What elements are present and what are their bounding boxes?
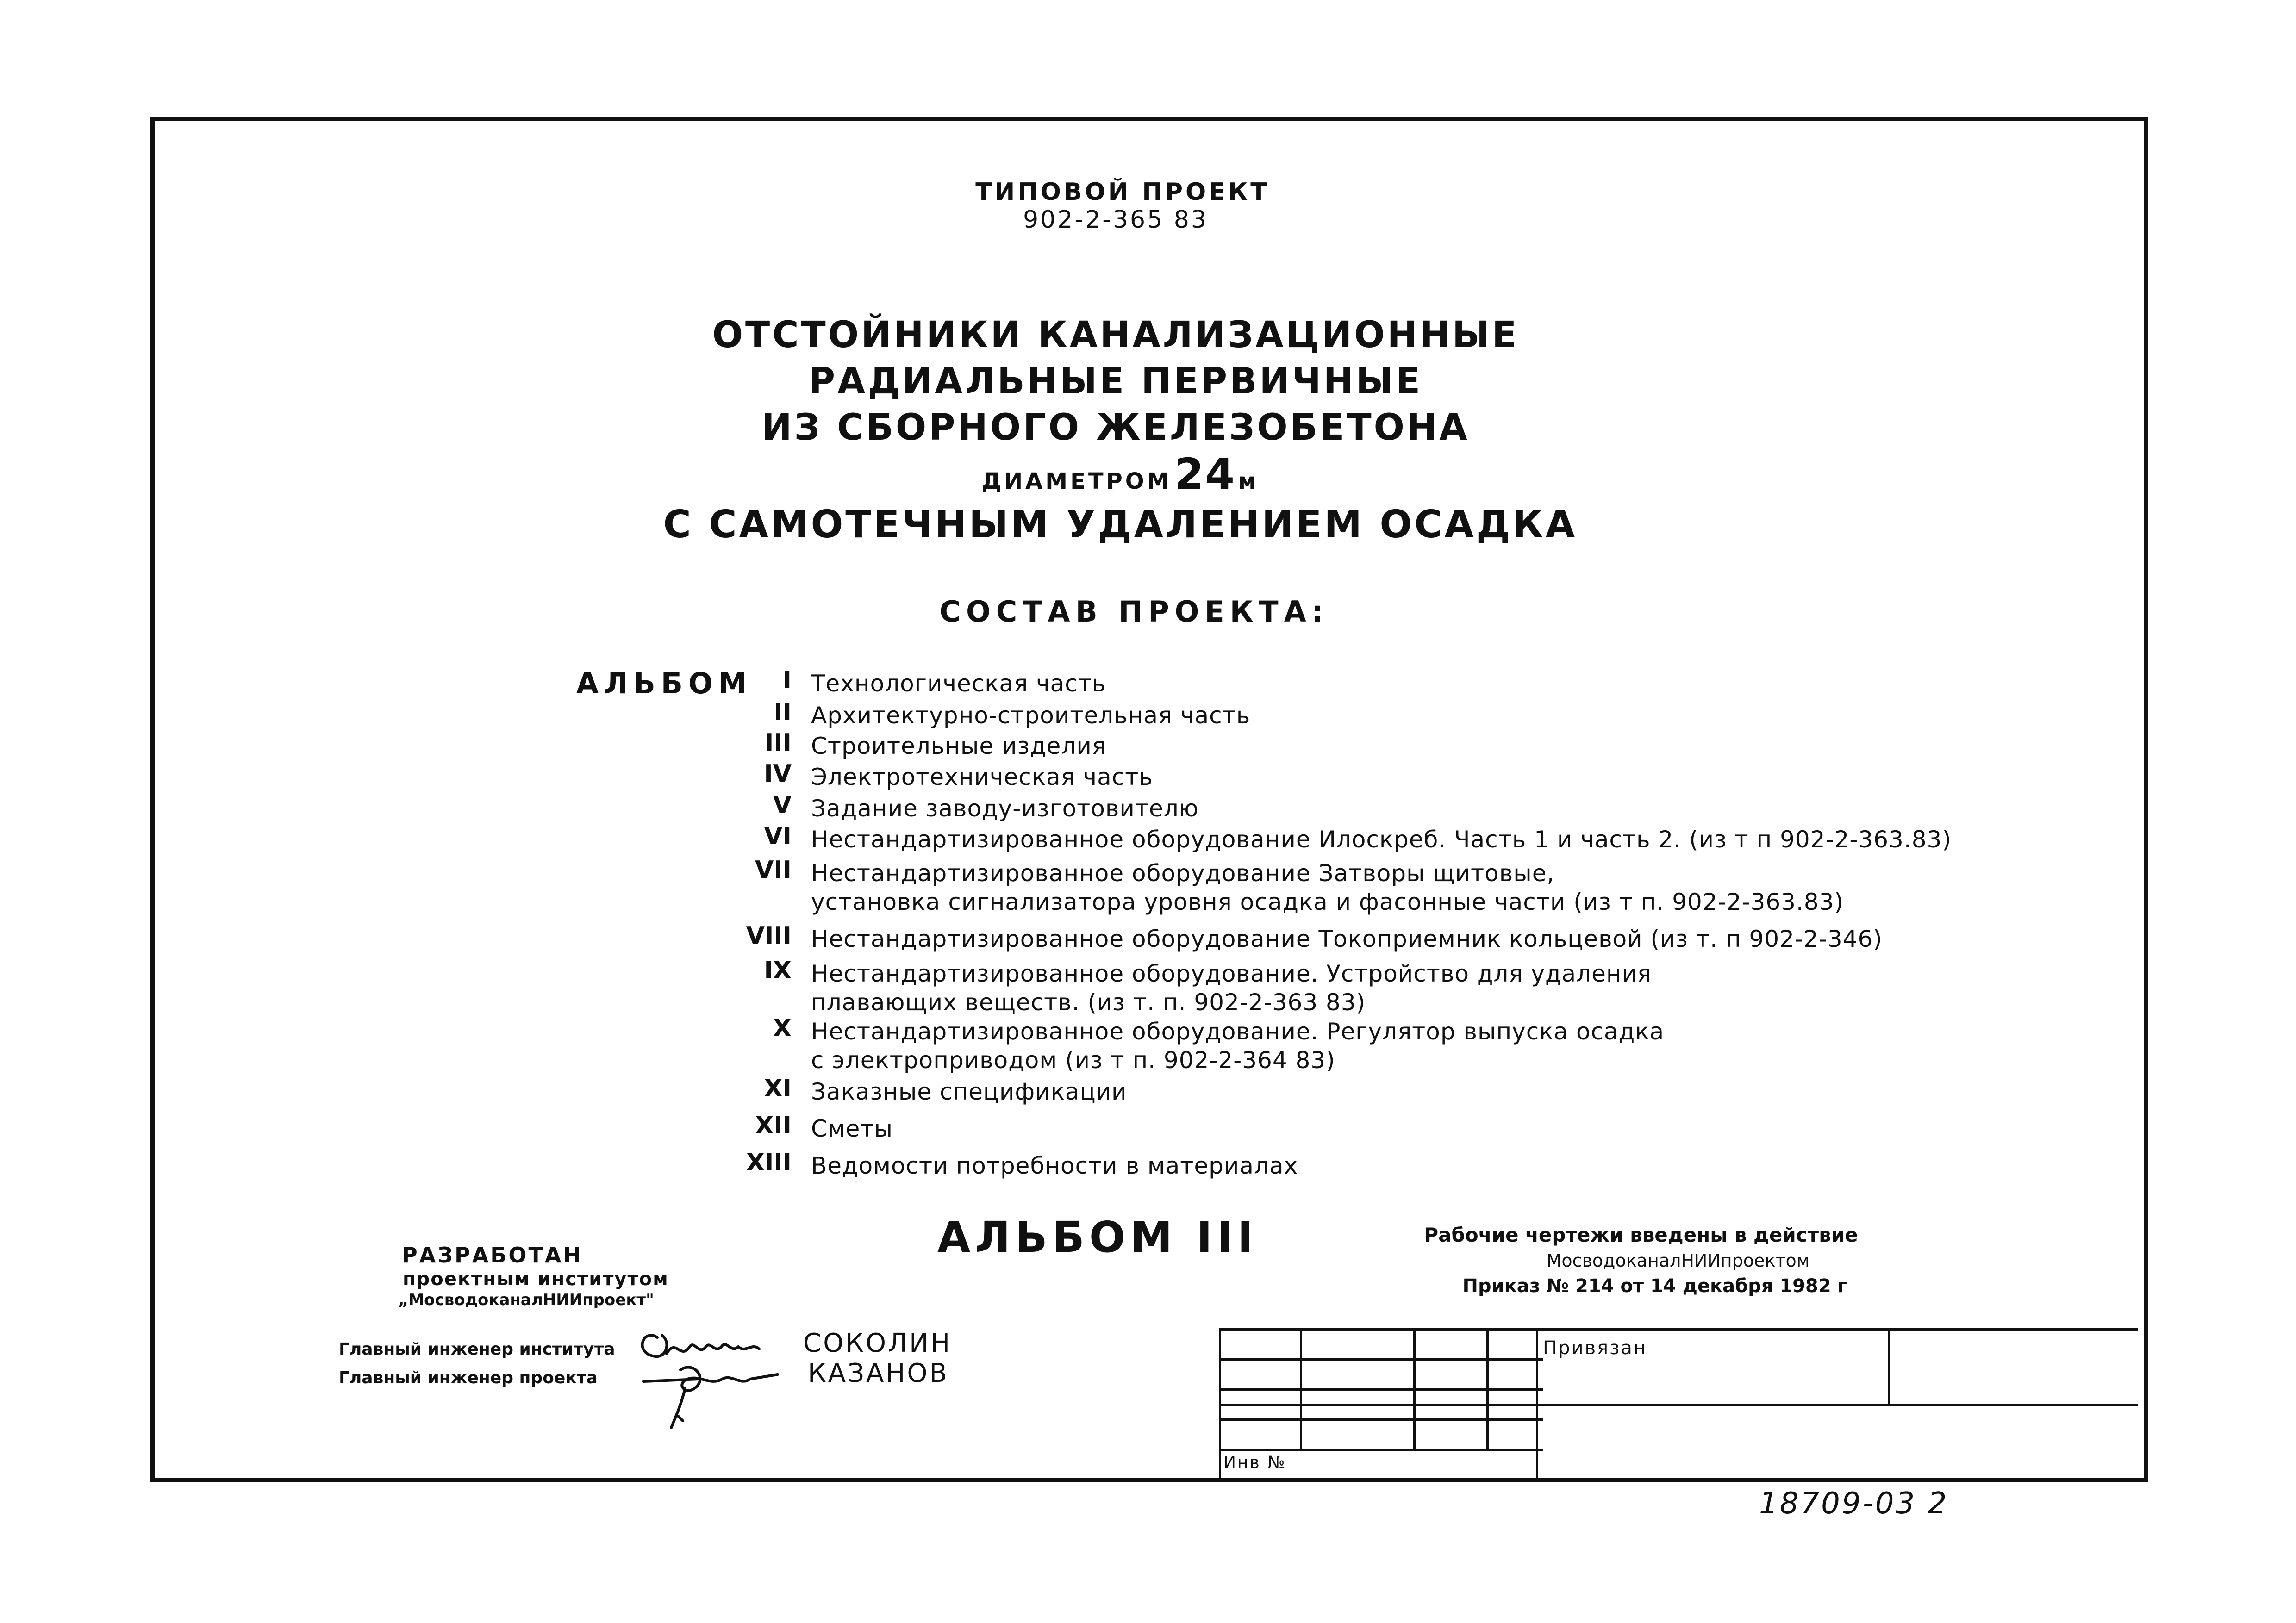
album-title: Электротехническая часть — [811, 764, 1153, 790]
album-number: XIII — [746, 1149, 792, 1176]
header-type-label: ТИПОВОЙ ПРОЕКТ — [975, 178, 1270, 206]
albom-label: АЛЬБОМ — [576, 666, 753, 700]
album-number: I — [782, 666, 792, 694]
album-title: Строительные изделия — [811, 733, 1106, 759]
album-number: V — [773, 791, 792, 819]
developer-heading: РАЗРАБОТАН — [402, 1243, 583, 1268]
role-chief-engineer-institute: Главный инженер института — [339, 1340, 615, 1359]
album-title: установка сигнализатора уровня осадка и фасонные части (из т п. 902-2-363.83) — [811, 889, 1844, 915]
order-line-2: МосводоканалНИИпроектом — [1546, 1250, 1810, 1271]
developer-line-2: „МосводоканалНИИпроект" — [398, 1291, 654, 1309]
title-line-5: С САМОТЕЧНЫМ УДАЛЕНИЕМ ОСАДКА — [663, 503, 1578, 547]
album-title: Архитектурно-строительная часть — [811, 702, 1251, 729]
album-title: Сметы — [811, 1115, 893, 1142]
header-project-number: 902-2-365 83 — [1023, 206, 1208, 234]
stamp-table — [1219, 1328, 2145, 1480]
stamp-inventory-number: Инв № — [1223, 1453, 1286, 1472]
album-number: VII — [755, 856, 792, 884]
album-number: VI — [764, 822, 792, 850]
album-title: Технологическая часть — [811, 670, 1106, 697]
name-sokolin: СОКОЛИН — [803, 1328, 952, 1358]
album-title: Ведомости потребности в материалах — [811, 1152, 1298, 1179]
album-title: Заказные спецификации — [811, 1078, 1127, 1105]
album-number: IV — [764, 760, 792, 788]
album-title: Нестандартизированное оборудование. Устройство для удаления — [811, 960, 1652, 987]
title-line-1: ОТСТОЙНИКИ КАНАЛИЗАЦИОННЫЕ — [712, 314, 1519, 356]
album-number: II — [774, 698, 792, 726]
name-kazanov: КАЗАНОВ — [808, 1358, 949, 1388]
album-title: Нестандартизированное оборудование Токоприемник кольцевой (из т. п 902-2-346) — [811, 926, 1883, 952]
album-number: XII — [755, 1112, 792, 1139]
album-title: плавающих веществ. (из т. п. 902-2-363 83) — [811, 989, 1366, 1016]
album-number: VIII — [746, 922, 792, 950]
album-number: III — [764, 729, 792, 757]
album-title: Нестандартизированное оборудование Илоскреб. Часть 1 и часть 2. (из т п 902-2-363.83) — [811, 826, 1952, 853]
diameter-value: 24 — [1174, 449, 1235, 499]
current-album: АЛЬБОМ III — [937, 1213, 1258, 1262]
album-title: Нестандартизированное оборудование. Регулятор выпуска осадка — [811, 1018, 1665, 1045]
diameter-unit: м — [1238, 468, 1259, 494]
album-number: IX — [764, 957, 792, 984]
title-diameter — [981, 451, 1259, 510]
album-number: XI — [764, 1075, 792, 1102]
role-chief-engineer-project: Главный инженер проекта — [339, 1368, 598, 1387]
document-number: 18709-03 2 — [1759, 1486, 1949, 1521]
order-line-1: Рабочие чертежи введены в действие — [1424, 1224, 1858, 1246]
order-line-3: Приказ № 214 от 14 декабря 1982 г — [1462, 1275, 1847, 1297]
stamp-privyazan: Привязан — [1543, 1337, 1647, 1359]
album-title: Нестандартизированное оборудование Затворы щитовые, — [811, 860, 1555, 887]
title-line-3: ИЗ СБОРНОГО ЖЕЛЕЗОБЕТОНА — [761, 407, 1470, 448]
title-line-2: РАДИАЛЬНЫЕ ПЕРВИЧНЫЕ — [808, 361, 1423, 402]
album-number: X — [773, 1014, 792, 1042]
album-title: с электроприводом (из т п. 902-2-364 83) — [811, 1047, 1335, 1074]
album-title: Задание заводу-изготовителю — [811, 795, 1199, 822]
composition-heading: СОСТАВ ПРОЕКТА: — [939, 595, 1329, 628]
signatures-image — [625, 1310, 819, 1435]
developer-line-1: проектным институтом — [403, 1269, 669, 1290]
diameter-prefix: ДИАМЕТРОМ — [981, 468, 1172, 494]
